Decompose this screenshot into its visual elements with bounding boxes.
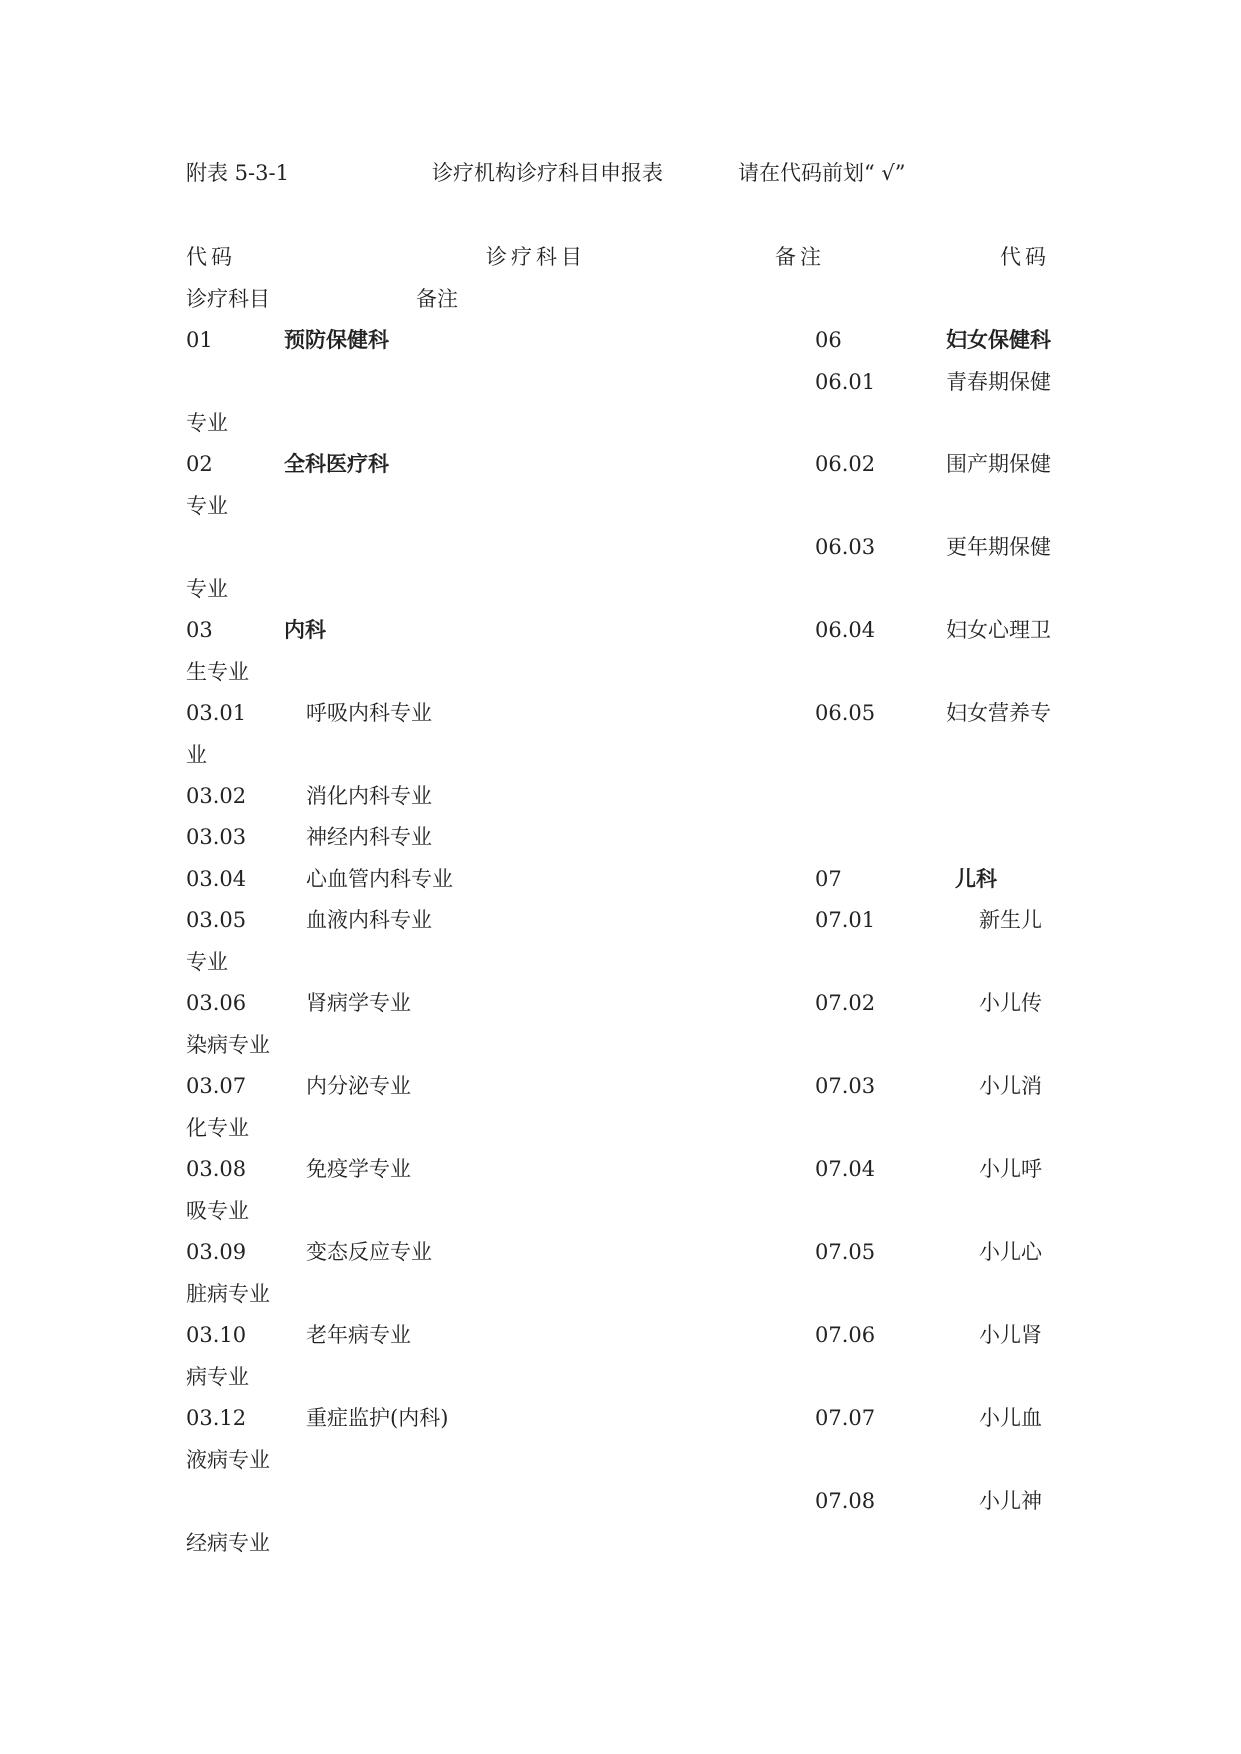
right-code-07: 07	[815, 867, 842, 891]
left-subject-0302: 消化内科专业	[306, 784, 432, 808]
column-header-subject-left: 诊疗科目	[486, 245, 586, 269]
right-subject-0707: 小儿血	[979, 1406, 1042, 1430]
left-code-0307: 03.07	[186, 1074, 247, 1098]
left-subject-0312: 重症监护(内科)	[306, 1406, 449, 1430]
column-header-code-left: 代码	[186, 245, 236, 269]
right-code-0601: 06.01	[815, 370, 876, 394]
right-subject-0701: 新生儿	[979, 908, 1042, 932]
right-subject-0705: 小儿心	[979, 1240, 1042, 1264]
left-subject-01: 预防保健科	[284, 328, 389, 352]
left-code-0303: 03.03	[186, 825, 247, 849]
left-subject-0309: 变态反应专业	[306, 1240, 432, 1264]
right-subject-0604: 妇女心理卫	[946, 618, 1051, 642]
right-code-0703: 07.03	[815, 1074, 876, 1098]
left-code-0309: 03.09	[186, 1240, 247, 1264]
left-code-02: 02	[186, 452, 213, 476]
right-subject-0703-wrap: 化专业	[186, 1116, 249, 1140]
right-code-0706: 07.06	[815, 1323, 876, 1347]
right-subject-0708: 小儿神	[979, 1489, 1042, 1513]
right-subject-0605-wrap: 业	[186, 743, 207, 767]
left-subject-0308: 免疫学专业	[306, 1157, 411, 1181]
right-code-0708: 07.08	[815, 1489, 876, 1513]
right-subject-0604-wrap: 生专业	[186, 660, 249, 684]
right-subject-0601-wrap: 专业	[186, 411, 228, 435]
left-code-0302: 03.02	[186, 784, 247, 808]
left-subject-0310: 老年病专业	[306, 1323, 411, 1347]
right-subject-0706: 小儿肾	[979, 1323, 1042, 1347]
left-code-01: 01	[186, 328, 213, 352]
column-header-note-right: 备注	[416, 287, 458, 311]
right-subject-0704: 小儿呼	[979, 1157, 1042, 1181]
right-subject-0705-wrap: 脏病专业	[186, 1282, 270, 1306]
left-subject-0301: 呼吸内科专业	[306, 701, 432, 725]
right-subject-0701-wrap: 专业	[186, 950, 228, 974]
left-subject-0303: 神经内科专业	[306, 825, 432, 849]
right-subject-0601: 青春期保健	[946, 370, 1051, 394]
right-subject-0603-wrap: 专业	[186, 577, 228, 601]
right-subject-07: 儿科	[955, 867, 997, 891]
right-subject-0703: 小儿消	[979, 1074, 1042, 1098]
right-code-0603: 06.03	[815, 535, 876, 559]
page-title: 诊疗机构诊疗科目申报表	[432, 161, 663, 185]
left-code-0308: 03.08	[186, 1157, 247, 1181]
left-subject-03: 内科	[284, 618, 326, 642]
right-subject-0603: 更年期保健	[946, 535, 1051, 559]
left-code-03: 03	[186, 618, 213, 642]
right-subject-0707-wrap: 液病专业	[186, 1448, 270, 1472]
right-subject-0602: 围产期保健	[946, 452, 1051, 476]
right-code-06: 06	[815, 328, 842, 352]
right-code-0707: 07.07	[815, 1406, 876, 1430]
left-subject-0306: 肾病学专业	[306, 991, 411, 1015]
left-code-0305: 03.05	[186, 908, 247, 932]
instruction-text: 请在代码前划“ √”	[738, 161, 906, 185]
left-subject-0305: 血液内科专业	[306, 908, 432, 932]
right-subject-06: 妇女保健科	[946, 328, 1051, 352]
right-subject-0605: 妇女营养专	[946, 701, 1051, 725]
left-code-0301: 03.01	[186, 701, 247, 725]
right-code-0605: 06.05	[815, 701, 876, 725]
right-code-0704: 07.04	[815, 1157, 876, 1181]
left-code-0310: 03.10	[186, 1323, 247, 1347]
column-header-code-right: 代码	[1000, 245, 1050, 269]
left-code-0306: 03.06	[186, 991, 247, 1015]
right-subject-0706-wrap: 病专业	[186, 1365, 249, 1389]
column-header-note-left: 备注	[775, 245, 825, 269]
right-subject-0602-wrap: 专业	[186, 494, 228, 518]
left-code-0304: 03.04	[186, 867, 247, 891]
right-code-0701: 07.01	[815, 908, 876, 932]
left-subject-02: 全科医疗科	[284, 452, 389, 476]
column-header-subject-right: 诊疗科目	[186, 287, 270, 311]
right-subject-0708-wrap: 经病专业	[186, 1531, 270, 1555]
right-code-0705: 07.05	[815, 1240, 876, 1264]
right-code-0602: 06.02	[815, 452, 876, 476]
right-code-0604: 06.04	[815, 618, 876, 642]
left-subject-0304: 心血管内科专业	[306, 867, 453, 891]
right-subject-0702: 小儿传	[979, 991, 1042, 1015]
appendix-code: 附表 5-3-1	[186, 161, 289, 185]
left-code-0312: 03.12	[186, 1406, 247, 1430]
right-code-0702: 07.02	[815, 991, 876, 1015]
left-subject-0307: 内分泌专业	[306, 1074, 411, 1098]
right-subject-0702-wrap: 染病专业	[186, 1033, 270, 1057]
right-subject-0704-wrap: 吸专业	[186, 1199, 249, 1223]
